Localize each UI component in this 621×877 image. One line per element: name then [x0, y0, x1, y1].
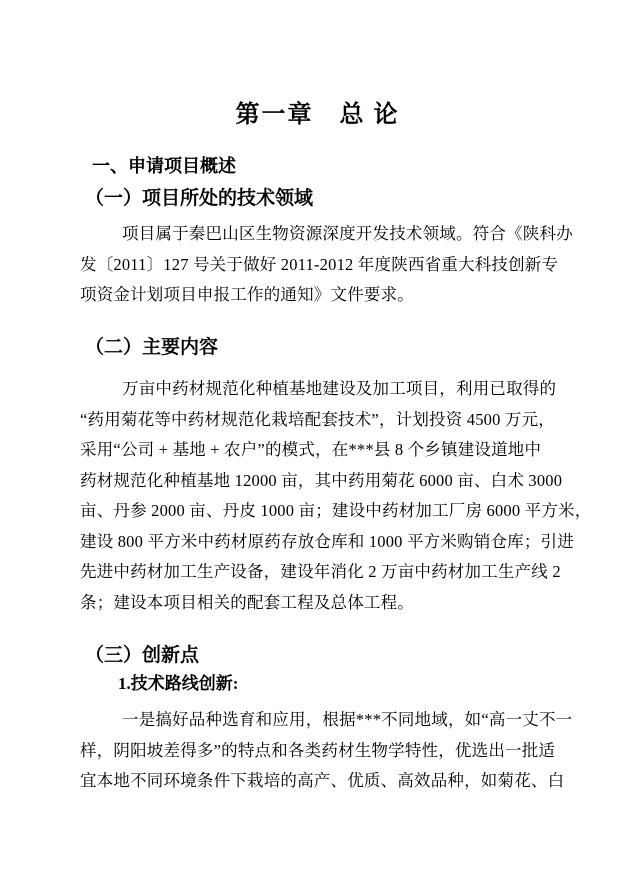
paragraph-line: 采用“公司 + 基地 + 农户”的模式，在***县 8 个乡镇建设道地中: [80, 440, 542, 459]
subsection-heading-2: （二）主要内容: [85, 337, 219, 358]
paragraph-line: 药材规范化种植基地 12000 亩，其中药用菊花 6000 亩、白术 3000: [80, 470, 563, 490]
subsection-heading-1: （一）项目所处的技术领域: [85, 188, 314, 209]
paragraph-main-content: [80, 374, 592, 618]
chapter-title: 第一章 总 论: [235, 102, 400, 128]
innovation-point-heading: 1.技术路线创新:: [118, 674, 239, 693]
paragraph-line: 亩、丹参 2000 亩、丹皮 1000 亩；建设中药材加工厂房 6000 平方米，: [80, 501, 592, 520]
section-heading: 一、申请项目概述: [92, 156, 236, 176]
paragraph-innovation: [80, 705, 573, 797]
paragraph-line: 一是搞好品种选育和应用，根据***不同地域，如“高一丈不一: [122, 710, 573, 729]
paragraph-line: 项目属于秦巴山区生物资源深度开发技术领域。符合《陕科办: [122, 224, 573, 243]
subsection-heading-3: （三）创新点: [85, 645, 200, 666]
paragraph-line: 发〔2011〕127 号关于做好 2011-2012 年度陕西省重大科技创新专: [80, 254, 559, 274]
paragraph-line: 宜本地不同环境条件下栽培的高产、优质、高效品种，如菊花、白: [80, 771, 565, 790]
paragraph-technical-field: [80, 219, 573, 311]
paragraph-line: 建设 800 平方米中药材原药存放仓库和 1000 平方米购销仓库；引进: [80, 531, 574, 551]
paragraph-line: 先进中药材加工生产设备，建设年消化 2 万亩中药材加工生产线 2: [80, 562, 561, 581]
paragraph-line: 万亩中药材规范化种植基地建设及加工项目，利用已取得的: [122, 379, 557, 398]
paragraph-line: 样，阴阳坡差得多”的特点和各类药材生物学特性，优选出一批适: [80, 740, 556, 760]
paragraph-line: “药用菊花等中药材规范化栽培配套技术”，计划投资 4500 万元，: [80, 409, 555, 429]
paragraph-line: 项资金计划项目申报工作的通知》文件要求。: [80, 285, 414, 304]
paragraph-line: 条；建设本项目相关的配套工程及总体工程。: [80, 592, 414, 612]
